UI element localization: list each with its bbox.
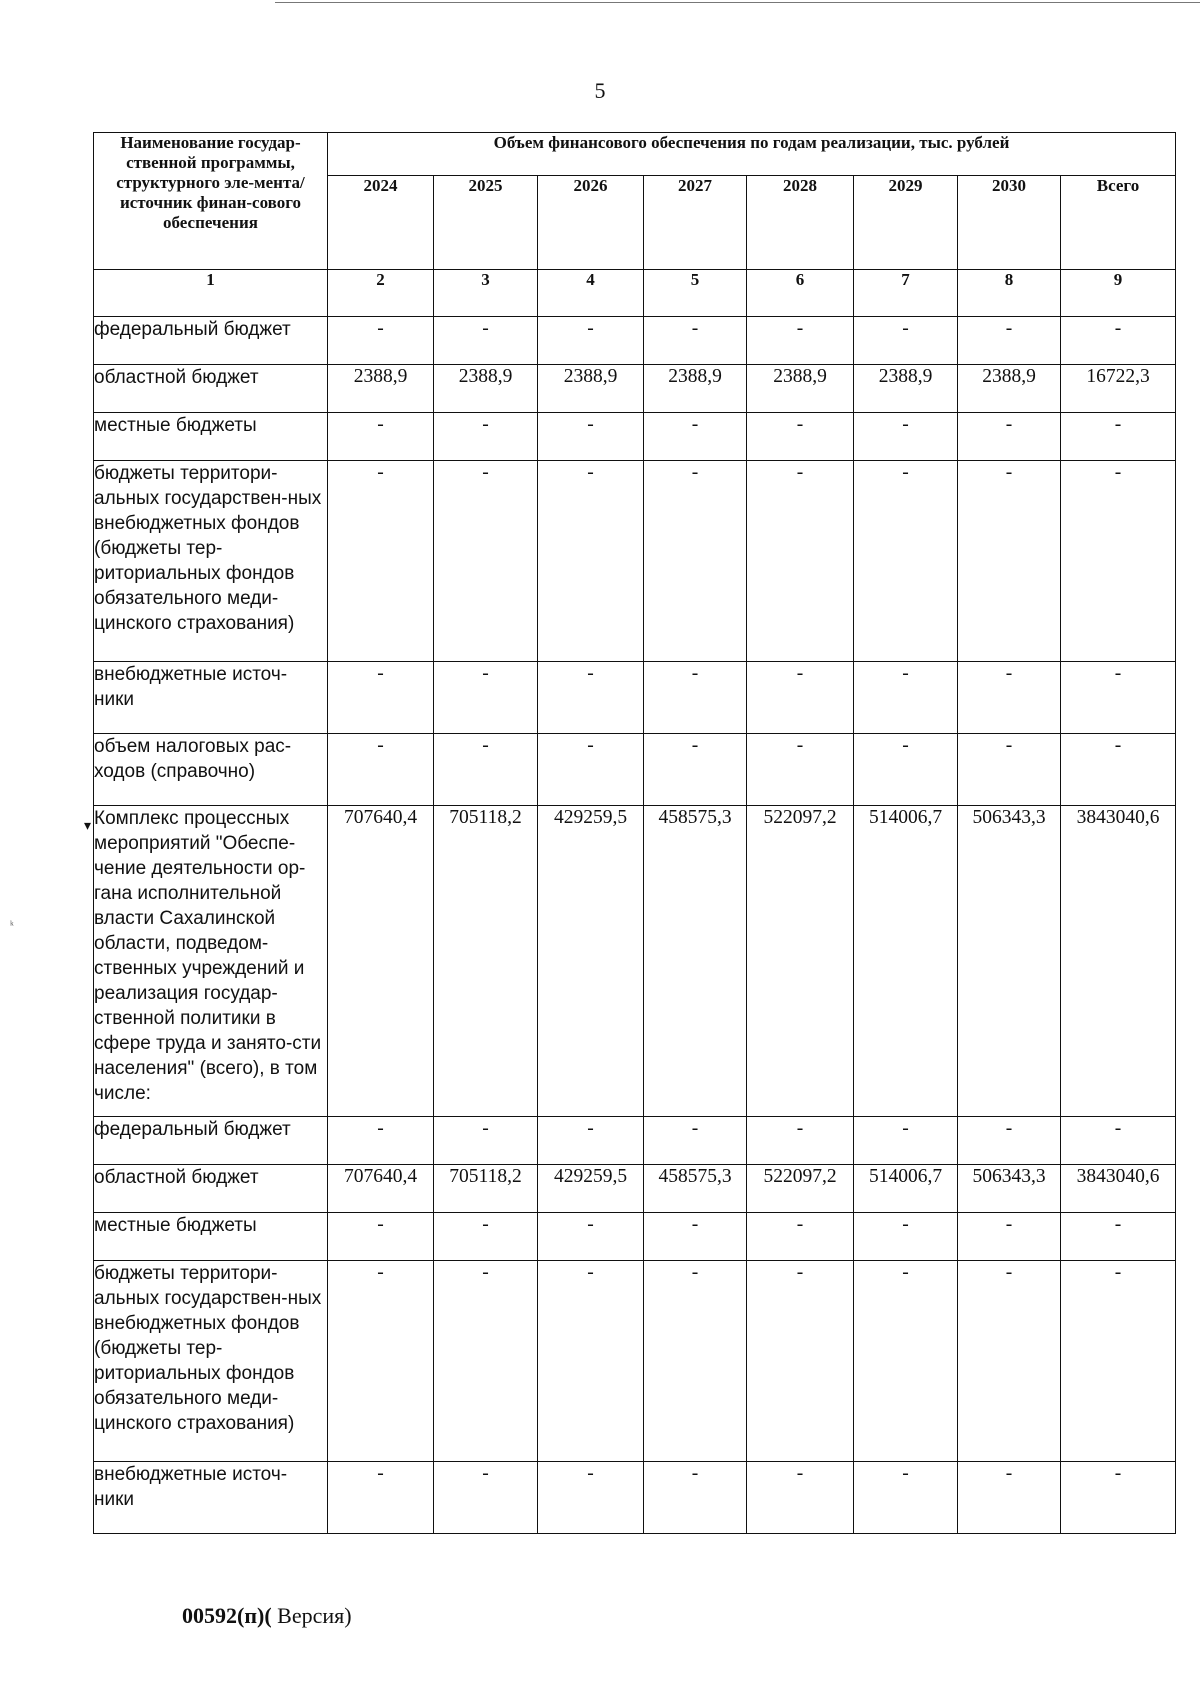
row-label-text: бюджеты территори-альных государствен-ных внебюджетных фондов (бюджеты тер-риториальных фондов обязательного меди-цинского страхования) bbox=[94, 463, 322, 634]
cell-value: - bbox=[747, 1261, 854, 1462]
row-label bbox=[94, 734, 328, 806]
cell-value: - bbox=[644, 1462, 747, 1534]
row-label-text: федеральный бюджет bbox=[94, 319, 291, 340]
row-label bbox=[94, 1213, 328, 1261]
cell-value: - bbox=[747, 413, 854, 461]
cell-value: - bbox=[538, 662, 644, 734]
header-column-number: 3 bbox=[434, 270, 538, 317]
cell-value: - bbox=[538, 1462, 644, 1534]
table-row bbox=[94, 734, 1176, 806]
cell-value: - bbox=[1061, 662, 1176, 734]
cell-value: - bbox=[747, 1213, 854, 1261]
table-row bbox=[94, 1261, 1176, 1462]
row-label bbox=[94, 1117, 328, 1165]
table-body bbox=[84, 317, 1176, 1534]
cell-value: - bbox=[434, 1462, 538, 1534]
cell-value: - bbox=[854, 1261, 958, 1462]
cell-value: 2388,9 bbox=[434, 365, 538, 413]
cell-value: - bbox=[328, 734, 434, 806]
cell-value: 2388,9 bbox=[538, 365, 644, 413]
header-column-number: 6 bbox=[747, 270, 854, 317]
header-column-number: 7 bbox=[854, 270, 958, 317]
header-column-numbers-row bbox=[94, 270, 1176, 317]
cell-value: 2388,9 bbox=[328, 365, 434, 413]
cell-value: - bbox=[747, 461, 854, 662]
cell-value: - bbox=[958, 1213, 1061, 1261]
cell-value: - bbox=[538, 734, 644, 806]
row-label-text: внебюджетные источ-ники bbox=[94, 664, 288, 710]
header-column-number: 5 bbox=[644, 270, 747, 317]
header-year-4: 2026 bbox=[538, 176, 644, 270]
cell-value: - bbox=[958, 317, 1061, 365]
cell-value: 3843040,6 bbox=[1061, 806, 1176, 1117]
cell-value: 429259,5 bbox=[538, 806, 644, 1117]
cell-value: - bbox=[434, 461, 538, 662]
row-label-text: внебюджетные источ-ники bbox=[94, 1464, 288, 1510]
cell-value: - bbox=[538, 1213, 644, 1261]
cell-value: - bbox=[538, 317, 644, 365]
cell-value: - bbox=[434, 1117, 538, 1165]
cell-value: 2388,9 bbox=[747, 365, 854, 413]
row-label bbox=[94, 662, 328, 734]
header-column-number: 9 bbox=[1061, 270, 1176, 317]
cell-value: 506343,3 bbox=[958, 806, 1061, 1117]
header-column-number: 8 bbox=[958, 270, 1061, 317]
header-year-2: 2024 bbox=[328, 176, 434, 270]
cell-value: 2388,9 bbox=[644, 365, 747, 413]
header-column-number: 4 bbox=[538, 270, 644, 317]
top-border-line bbox=[275, 2, 1200, 3]
header-year-9: Всего bbox=[1061, 176, 1176, 270]
cell-value: 2388,9 bbox=[854, 365, 958, 413]
cell-value: - bbox=[538, 413, 644, 461]
row-label bbox=[84, 806, 328, 1117]
cell-value: - bbox=[1061, 413, 1176, 461]
page-number: 5 bbox=[594, 78, 606, 103]
cell-value: - bbox=[1061, 1213, 1176, 1261]
row-label-text: объем налоговых рас-ходов (справочно) bbox=[94, 736, 292, 782]
cell-value: - bbox=[854, 1117, 958, 1165]
cell-value: - bbox=[747, 734, 854, 806]
row-label bbox=[94, 461, 328, 662]
cell-value: - bbox=[644, 734, 747, 806]
cell-value: - bbox=[854, 461, 958, 662]
cell-value: - bbox=[958, 734, 1061, 806]
cell-value: - bbox=[1061, 461, 1176, 662]
cell-value: - bbox=[958, 1261, 1061, 1462]
cell-value: - bbox=[644, 413, 747, 461]
margin-mark: ᵏ bbox=[10, 918, 14, 932]
footer-code: 00592(п)( bbox=[182, 1603, 272, 1628]
table-row bbox=[94, 662, 1176, 734]
cell-value: - bbox=[958, 1462, 1061, 1534]
header-year-7: 2029 bbox=[854, 176, 958, 270]
cell-value: 514006,7 bbox=[854, 806, 958, 1117]
cell-value: 522097,2 bbox=[747, 806, 854, 1117]
cell-value: - bbox=[958, 1117, 1061, 1165]
row-label-text: Комплекс процессных мероприятий "Обеспе-чение деятельности ор-гана исполнительной власти Сахалинской области, подведом-ственных учреждений и реализация государ-ственной политики в сфере труда и занято-сти населения" (всего), в том числе: bbox=[94, 808, 322, 1104]
cell-value: 514006,7 bbox=[854, 1165, 958, 1213]
row-marker-icon: ▾ bbox=[84, 817, 92, 833]
cell-value: 2388,9 bbox=[958, 365, 1061, 413]
row-label bbox=[94, 1462, 328, 1534]
header-year-3: 2025 bbox=[434, 176, 538, 270]
cell-value: - bbox=[328, 461, 434, 662]
header-column-number: 2 bbox=[328, 270, 434, 317]
cell-value: - bbox=[434, 1261, 538, 1462]
row-label-text: областной бюджет bbox=[94, 1167, 259, 1188]
table-row bbox=[94, 365, 1176, 413]
cell-value: 3843040,6 bbox=[1061, 1165, 1176, 1213]
cell-value: - bbox=[328, 413, 434, 461]
cell-value: - bbox=[328, 317, 434, 365]
cell-value: - bbox=[328, 1213, 434, 1261]
row-label-text: областной бюджет bbox=[94, 367, 259, 388]
table-row bbox=[94, 461, 1176, 662]
cell-value: 522097,2 bbox=[747, 1165, 854, 1213]
row-label bbox=[94, 365, 328, 413]
table-row bbox=[94, 1213, 1176, 1261]
cell-value: - bbox=[1061, 734, 1176, 806]
cell-value: - bbox=[328, 1261, 434, 1462]
table-row bbox=[94, 1462, 1176, 1534]
cell-value: - bbox=[538, 461, 644, 662]
row-label-text: федеральный бюджет bbox=[94, 1119, 291, 1140]
financing-table bbox=[84, 132, 1176, 1534]
cell-value: - bbox=[328, 1462, 434, 1534]
row-label bbox=[94, 317, 328, 365]
cell-value: 458575,3 bbox=[644, 1165, 747, 1213]
cell-value: - bbox=[747, 1462, 854, 1534]
footer-version: Версия) bbox=[271, 1603, 352, 1628]
cell-value: - bbox=[854, 734, 958, 806]
row-label-text: местные бюджеты bbox=[94, 1215, 257, 1236]
cell-value: 16722,3 bbox=[1061, 365, 1176, 413]
table-row bbox=[94, 1117, 1176, 1165]
cell-value: - bbox=[644, 317, 747, 365]
cell-value: - bbox=[434, 317, 538, 365]
cell-value: - bbox=[854, 662, 958, 734]
row-label bbox=[94, 1261, 328, 1462]
cell-value: - bbox=[854, 1462, 958, 1534]
cell-value: - bbox=[854, 317, 958, 365]
header-name-column: Наименование государ-ственной программы, структурного эле-мента/источник финан-сового обеспечения bbox=[94, 133, 328, 270]
cell-value: 707640,4 bbox=[328, 806, 434, 1117]
row-label bbox=[94, 1165, 328, 1213]
cell-value: - bbox=[644, 461, 747, 662]
table-row bbox=[94, 806, 1176, 1117]
cell-value: 705118,2 bbox=[434, 1165, 538, 1213]
cell-value: - bbox=[958, 413, 1061, 461]
cell-value: - bbox=[644, 662, 747, 734]
row-label-text: местные бюджеты bbox=[94, 415, 257, 436]
cell-value: - bbox=[1061, 317, 1176, 365]
cell-value: - bbox=[1061, 1117, 1176, 1165]
cell-value: - bbox=[1061, 1462, 1176, 1534]
cell-value: - bbox=[328, 662, 434, 734]
row-label bbox=[94, 413, 328, 461]
cell-value: - bbox=[958, 461, 1061, 662]
cell-value: - bbox=[854, 1213, 958, 1261]
header-column-number: 1 bbox=[94, 270, 328, 317]
table-row bbox=[94, 1165, 1176, 1213]
cell-value: - bbox=[434, 1213, 538, 1261]
header-year-8: 2030 bbox=[958, 176, 1061, 270]
cell-value: 458575,3 bbox=[644, 806, 747, 1117]
cell-value: - bbox=[854, 413, 958, 461]
cell-value: 429259,5 bbox=[538, 1165, 644, 1213]
cell-value: - bbox=[644, 1117, 747, 1165]
cell-value: 705118,2 bbox=[434, 806, 538, 1117]
cell-value: - bbox=[434, 413, 538, 461]
cell-value: - bbox=[644, 1213, 747, 1261]
header-financing-volume: Объем финансового обеспечения по годам реализации, тыс. рублей bbox=[328, 133, 1176, 176]
document-footer bbox=[182, 1603, 352, 1629]
cell-value: - bbox=[747, 662, 854, 734]
cell-value: - bbox=[538, 1117, 644, 1165]
table-row bbox=[94, 413, 1176, 461]
cell-value: - bbox=[958, 662, 1061, 734]
cell-value: - bbox=[747, 317, 854, 365]
cell-value: - bbox=[747, 1117, 854, 1165]
cell-value: - bbox=[644, 1261, 747, 1462]
header-year-6: 2028 bbox=[747, 176, 854, 270]
header-year-5: 2027 bbox=[644, 176, 747, 270]
cell-value: - bbox=[434, 734, 538, 806]
cell-value: - bbox=[1061, 1261, 1176, 1462]
cell-value: 506343,3 bbox=[958, 1165, 1061, 1213]
cell-value: - bbox=[328, 1117, 434, 1165]
cell-value: 707640,4 bbox=[328, 1165, 434, 1213]
row-label-text: бюджеты территори-альных государствен-ных внебюджетных фондов (бюджеты тер-риториальных фондов обязательного меди-цинского страхования) bbox=[94, 1263, 322, 1434]
cell-value: - bbox=[538, 1261, 644, 1462]
cell-value: - bbox=[434, 662, 538, 734]
table-row bbox=[94, 317, 1176, 365]
